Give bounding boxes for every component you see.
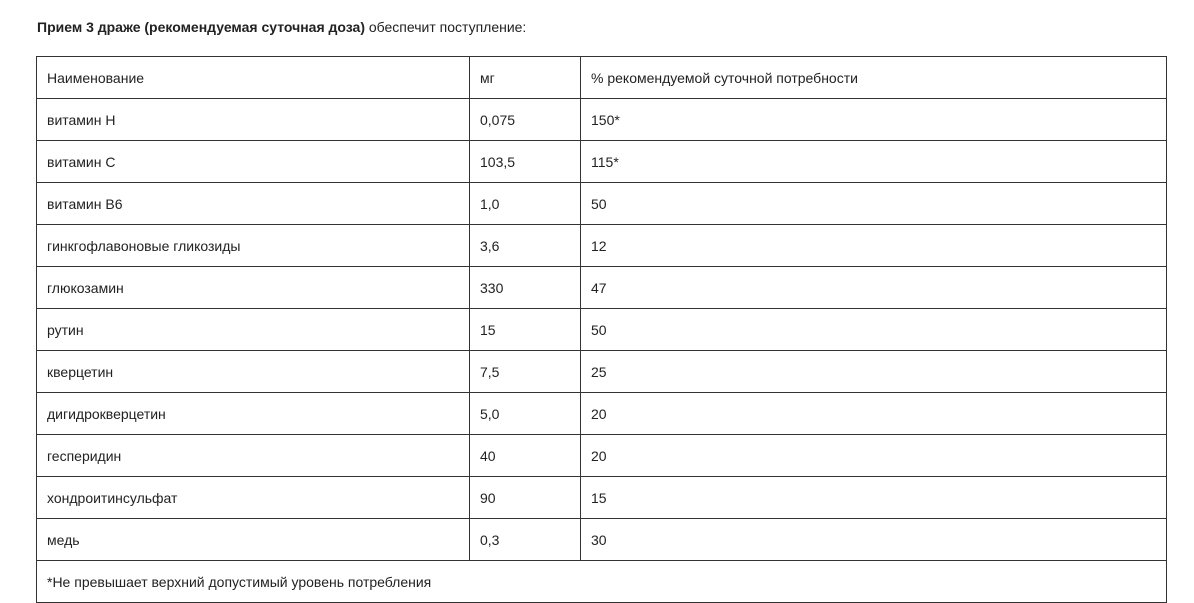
cell-name: глюкозамин: [37, 267, 470, 309]
table-row: [37, 351, 1167, 393]
cell-mg: 3,6: [470, 225, 581, 267]
intro-bold: Прием 3 драже (рекомендуемая суточная доза): [37, 19, 365, 35]
cell-name: витамин С: [37, 141, 470, 183]
table-row: [37, 99, 1167, 141]
table-row: [37, 183, 1167, 225]
cell-percent: 20: [581, 393, 1167, 435]
footnote: *Не превышает верхний допустимый уровень потребления: [37, 561, 1167, 603]
table-row: [37, 225, 1167, 267]
cell-percent: 20: [581, 435, 1167, 477]
intro-text: [37, 18, 526, 36]
cell-percent: 12: [581, 225, 1167, 267]
cell-mg: 7,5: [470, 351, 581, 393]
cell-name: кверцетин: [37, 351, 470, 393]
footnote-row: [37, 561, 1167, 603]
table-row: [37, 267, 1167, 309]
header-name: Наименование: [37, 57, 470, 99]
cell-name: хондроитинсульфат: [37, 477, 470, 519]
table-row: [37, 519, 1167, 561]
cell-mg: 0,3: [470, 519, 581, 561]
table-row: [37, 393, 1167, 435]
cell-mg: 1,0: [470, 183, 581, 225]
cell-mg: 103,5: [470, 141, 581, 183]
dosage-table: [36, 56, 1167, 603]
cell-name: витамин В6: [37, 183, 470, 225]
table-row: [37, 435, 1167, 477]
cell-percent: 50: [581, 309, 1167, 351]
cell-percent: 30: [581, 519, 1167, 561]
dosage-table-body: [37, 57, 1167, 603]
cell-percent: 25: [581, 351, 1167, 393]
cell-name: медь: [37, 519, 470, 561]
cell-name: дигидрокверцетин: [37, 393, 470, 435]
table-row: [37, 309, 1167, 351]
table-row: [37, 141, 1167, 183]
cell-percent: 15: [581, 477, 1167, 519]
cell-mg: 330: [470, 267, 581, 309]
table-row: [37, 477, 1167, 519]
cell-percent: 47: [581, 267, 1167, 309]
cell-name: рутин: [37, 309, 470, 351]
cell-name: витамин Н: [37, 99, 470, 141]
cell-mg: 40: [470, 435, 581, 477]
cell-mg: 5,0: [470, 393, 581, 435]
cell-mg: 90: [470, 477, 581, 519]
cell-name: гесперидин: [37, 435, 470, 477]
cell-mg: 15: [470, 309, 581, 351]
cell-percent: 50: [581, 183, 1167, 225]
cell-mg: 0,075: [470, 99, 581, 141]
table-header-row: [37, 57, 1167, 99]
cell-percent: 150*: [581, 99, 1167, 141]
cell-percent: 115*: [581, 141, 1167, 183]
intro-rest: обеспечит поступление:: [364, 19, 527, 35]
header-percent: % рекомендуемой суточной потребности: [581, 57, 1167, 99]
cell-name: гинкгофлавоновые гликозиды: [37, 225, 470, 267]
header-mg: мг: [470, 57, 581, 99]
